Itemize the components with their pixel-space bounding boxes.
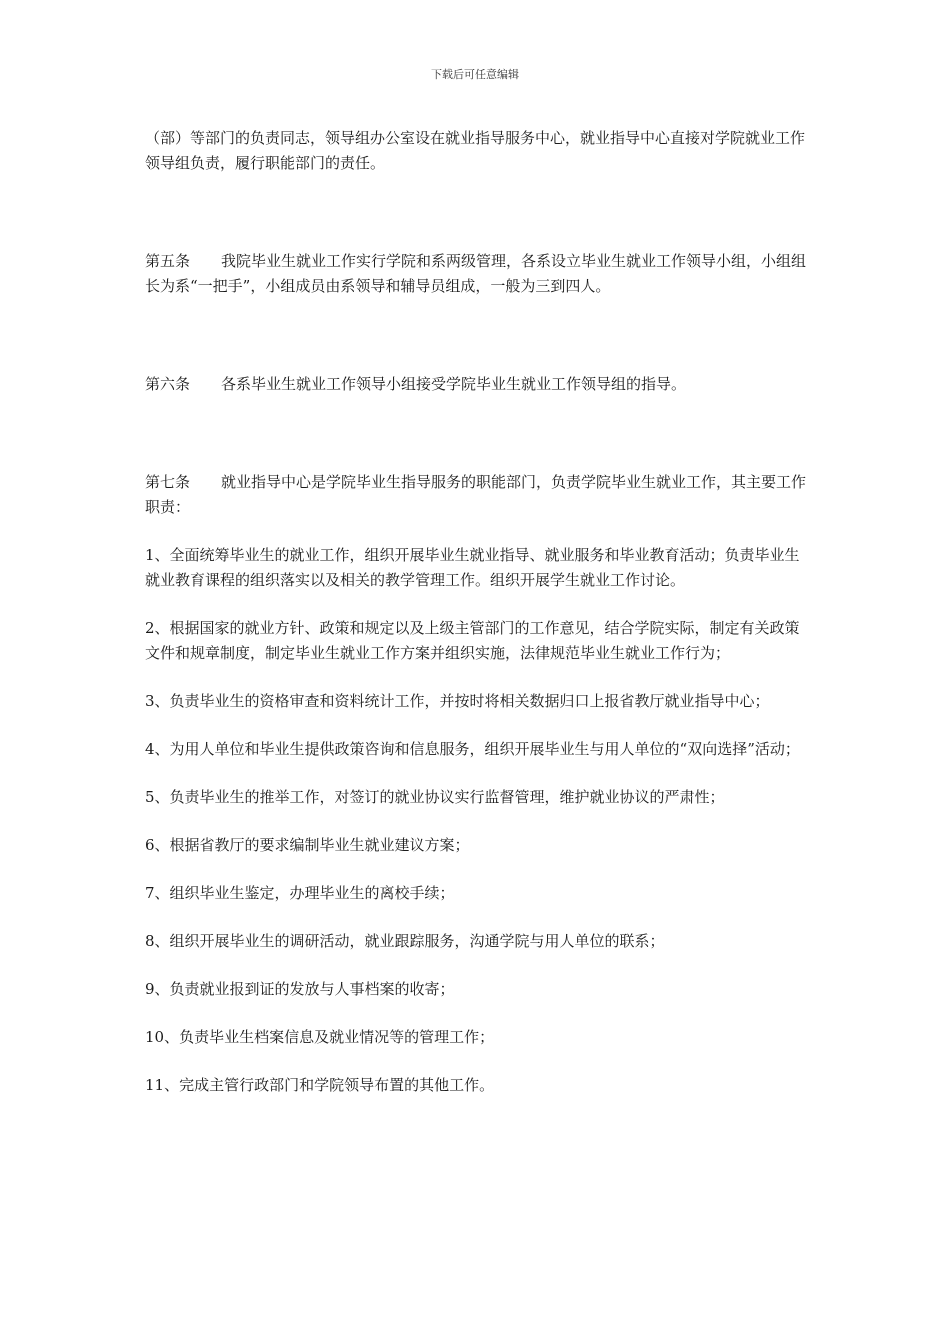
article-5-text: 我院毕业生就业工作实行学院和系两级管理，各系设立毕业生就业工作领导小组，小组组长为系“一把手”，小组成员由系领导和辅导员组成，一般为三到四人。 (145, 252, 807, 295)
article-7 (145, 470, 810, 520)
duty-item-7: 7、组织毕业生鉴定，办理毕业生的离校手续； (145, 884, 455, 902)
duty-item-2: 2、根据国家的就业方针、政策和规定以及上级主管部门的工作意见，结合学院实际，制定有关政策文件和规章制度，制定毕业生就业工作方案并组织实施，法律规范毕业生就业工作行为； (145, 619, 800, 662)
duty-item-5: 5、负责毕业生的推举工作，对签订的就业协议实行监督管理，维护就业协议的严肃性； (145, 788, 725, 806)
duty-item-10: 10、负责毕业生档案信息及就业情况等的管理工作； (145, 1028, 495, 1046)
article-6 (145, 372, 810, 397)
article-6-number: 第六条 (145, 375, 191, 393)
article-7-number: 第七条 (145, 473, 191, 491)
duty-item-11: 11、完成主管行政部门和学院领导布置的其他工作。 (145, 1076, 495, 1094)
duty-item-8: 8、组织开展毕业生的调研活动，就业跟踪服务，沟通学院与用人单位的联系； (145, 932, 665, 950)
duty-item-1: 1、全面统筹毕业生的就业工作，组织开展毕业生就业指导、就业服务和毕业教育活动；负责毕业生就业教育课程的组织落实以及相关的教学管理工作。组织开展学生就业工作讨论。 (145, 546, 800, 589)
article-6-text: 各系毕业生就业工作领导小组接受学院毕业生就业工作领导组的指导。 (221, 375, 687, 393)
article-7-text: 就业指导中心是学院毕业生指导服务的职能部门，负责学院毕业生就业工作，其主要工作职责： (145, 473, 807, 516)
page-header: 下载后可任意编辑 (431, 68, 519, 81)
article-5-number: 第五条 (145, 252, 191, 270)
duty-item-3: 3、负责毕业生的资格审查和资料统计工作，并按时将相关数据归口上报省教厅就业指导中心； (145, 692, 770, 710)
document-body (145, 126, 810, 1098)
duty-item-9: 9、负责就业报到证的发放与人事档案的收寄； (145, 980, 455, 998)
paragraph-continuation: （部）等部门的负责同志，领导组办公室设在就业指导服务中心，就业指导中心直接对学院就业工作领导组负责，履行职能部门的责任。 (145, 129, 806, 172)
duty-item-6: 6、根据省教厅的要求编制毕业生就业建议方案； (145, 836, 470, 854)
duty-item-4: 4、为用人单位和毕业生提供政策咨询和信息服务，组织开展毕业生与用人单位的“双向选择”活动； (145, 740, 800, 758)
article-5 (145, 249, 810, 299)
